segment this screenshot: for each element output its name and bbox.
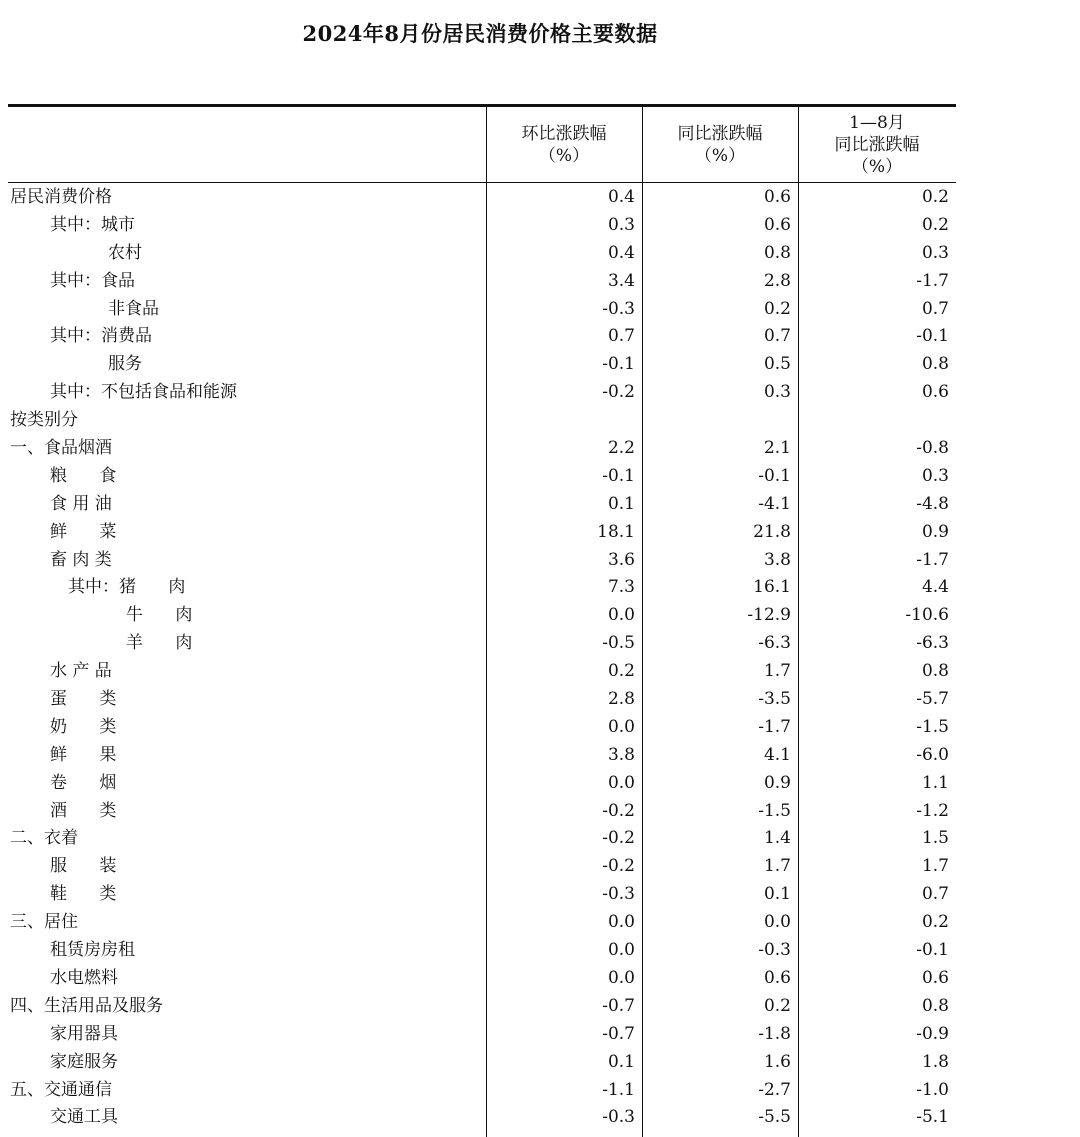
value-ytd: -5.1 — [916, 1107, 949, 1128]
value-mom: 2.2 — [607, 438, 635, 459]
value-yoy: -12.9 — [747, 605, 791, 626]
value-mom: -0.3 — [602, 1107, 635, 1128]
value-yoy: -1.7 — [758, 716, 791, 737]
value-mom: 18.1 — [597, 521, 635, 542]
row-label: 奶 类 — [50, 716, 117, 737]
value-ytd: -0.1 — [916, 326, 949, 347]
value-yoy: 0.8 — [763, 242, 791, 263]
row-label: 畜 肉 类 — [50, 549, 112, 570]
value-ytd: -6.0 — [916, 744, 949, 765]
value-yoy: -2.7 — [758, 1079, 791, 1100]
value-yoy: 0.9 — [763, 772, 791, 793]
table-row — [8, 519, 956, 547]
value-yoy: 3.8 — [763, 549, 791, 570]
row-label: 其中：食品 — [50, 270, 135, 291]
value-ytd: 4.4 — [921, 577, 949, 598]
value-yoy: 0.7 — [763, 326, 791, 347]
value-yoy: -6.3 — [758, 633, 791, 654]
row-label: 鞋 类 — [50, 884, 117, 905]
row-label: 三、居住 — [10, 912, 78, 933]
value-yoy: -1.5 — [758, 800, 791, 821]
value-yoy: 0.6 — [763, 214, 791, 235]
value-mom: 0.4 — [607, 187, 635, 207]
value-mom: 0.1 — [607, 1051, 635, 1072]
table-row — [8, 1077, 956, 1105]
value-mom: 3.6 — [607, 549, 635, 570]
row-label: 卷 烟 — [50, 772, 117, 793]
value-ytd: -1.2 — [916, 800, 949, 821]
value-mom: 0.4 — [607, 242, 635, 263]
value-ytd: 1.7 — [921, 856, 949, 877]
value-mom: -0.2 — [602, 800, 635, 821]
header-ytd-line3: （%） — [851, 156, 903, 177]
table-row — [8, 240, 956, 268]
table-row — [8, 1104, 956, 1132]
value-ytd: 1.8 — [921, 1051, 949, 1072]
value-yoy: 0.1 — [763, 884, 791, 905]
value-yoy: 0.6 — [763, 967, 791, 988]
row-label: 其中：城市 — [50, 214, 135, 235]
value-ytd: 0.8 — [921, 354, 949, 375]
value-ytd: -1.7 — [916, 270, 949, 291]
value-ytd: -1.5 — [916, 716, 949, 737]
value-mom: -0.5 — [602, 633, 635, 654]
table-row — [8, 993, 956, 1021]
value-mom: 0.3 — [607, 214, 635, 235]
value-mom: -1.1 — [602, 1079, 635, 1100]
value-ytd: -1.7 — [916, 549, 949, 570]
table-header — [8, 107, 956, 182]
row-label: 酒 类 — [50, 800, 117, 821]
value-mom: -0.2 — [602, 382, 635, 403]
table-row — [8, 853, 956, 881]
value-mom: 7.3 — [607, 577, 635, 598]
value-mom: 0.0 — [607, 940, 635, 961]
row-label: 按类别分 — [10, 410, 78, 431]
table-row — [8, 547, 956, 575]
value-mom: 3.8 — [607, 744, 635, 765]
value-ytd: 0.8 — [921, 661, 949, 682]
value-mom: -0.2 — [602, 828, 635, 849]
value-mom: -0.3 — [602, 298, 635, 319]
table-row — [8, 825, 956, 853]
row-label: 服 装 — [50, 856, 117, 877]
table-row — [8, 407, 956, 435]
value-ytd: -10.6 — [905, 605, 949, 626]
value-ytd: 0.2 — [921, 912, 949, 933]
row-label: 家庭服务 — [50, 1051, 118, 1072]
value-yoy: 1.6 — [763, 1051, 791, 1072]
row-label: 交通工具 — [50, 1107, 118, 1128]
value-ytd: 0.6 — [921, 967, 949, 988]
table-row — [8, 909, 956, 937]
table-row — [8, 965, 956, 993]
value-ytd: -6.3 — [916, 633, 949, 654]
row-label: 非食品 — [108, 298, 159, 319]
row-label: 二、衣着 — [10, 828, 78, 849]
table-row — [8, 798, 956, 826]
value-mom: -0.2 — [602, 856, 635, 877]
value-yoy: 2.1 — [763, 438, 791, 459]
header-ytd-line1: 1—8月 — [849, 112, 905, 133]
row-label: 其中：不包括食品和能源 — [50, 382, 237, 403]
header-ytd-line2: 同比涨跌幅 — [834, 134, 920, 155]
value-ytd: -5.7 — [916, 689, 949, 710]
header-rule — [8, 182, 956, 183]
value-yoy: 1.7 — [763, 661, 791, 682]
value-yoy: 4.1 — [763, 744, 791, 765]
value-mom: -0.7 — [602, 995, 635, 1016]
table-row — [8, 574, 956, 602]
table-row — [8, 630, 956, 658]
value-mom: -0.1 — [602, 354, 635, 375]
header-mom-line2: （%） — [538, 145, 590, 166]
value-ytd: 0.9 — [921, 521, 949, 542]
value-yoy: 1.7 — [763, 856, 791, 877]
row-label: 羊 肉 — [126, 633, 193, 654]
row-label: 五、交通通信 — [10, 1079, 112, 1100]
table-row — [8, 770, 956, 798]
value-yoy: 1.4 — [763, 828, 791, 849]
value-yoy: -3.5 — [758, 689, 791, 710]
value-yoy: -0.1 — [758, 465, 791, 486]
value-ytd: 0.2 — [921, 187, 949, 207]
table-row — [8, 937, 956, 965]
value-ytd: 0.3 — [921, 465, 949, 486]
value-yoy: 2.8 — [763, 270, 791, 291]
table-row — [8, 714, 956, 742]
table-row — [8, 1049, 956, 1077]
row-label: 鲜 果 — [50, 744, 117, 765]
row-label: 食 用 油 — [50, 493, 112, 514]
table-row — [8, 268, 956, 296]
value-ytd: -0.1 — [916, 940, 949, 961]
header-ytd — [798, 107, 956, 182]
table-row — [8, 184, 956, 212]
value-ytd: 1.5 — [921, 828, 949, 849]
table-row — [8, 323, 956, 351]
value-mom: 2.8 — [607, 689, 635, 710]
value-yoy: -5.5 — [758, 1107, 791, 1128]
table-row — [8, 602, 956, 630]
value-ytd: -0.9 — [916, 1023, 949, 1044]
row-label: 鲜 菜 — [50, 521, 117, 542]
row-label: 四、生活用品及服务 — [10, 995, 163, 1016]
row-label: 水 产 品 — [50, 661, 112, 682]
value-mom: -0.3 — [602, 884, 635, 905]
row-label: 其中：消费品 — [50, 326, 152, 347]
table-row — [8, 351, 956, 379]
value-ytd: 0.7 — [921, 884, 949, 905]
value-yoy: 21.8 — [753, 521, 791, 542]
row-label: 牛 肉 — [126, 605, 193, 626]
value-mom: 0.2 — [607, 661, 635, 682]
row-label: 租赁房房租 — [50, 940, 135, 961]
value-ytd: 0.2 — [921, 214, 949, 235]
value-mom: -0.7 — [602, 1023, 635, 1044]
value-yoy: -1.8 — [758, 1023, 791, 1044]
table-row — [8, 686, 956, 714]
row-label: 蛋 类 — [50, 689, 117, 710]
row-label: 居民消费价格 — [10, 187, 112, 207]
value-mom: 0.0 — [607, 716, 635, 737]
value-mom: 0.0 — [607, 912, 635, 933]
header-yoy — [642, 107, 798, 182]
value-ytd: -0.8 — [916, 438, 949, 459]
value-yoy: 16.1 — [753, 577, 791, 598]
value-mom: 0.0 — [607, 772, 635, 793]
value-yoy: 0.2 — [763, 995, 791, 1016]
table-row — [8, 463, 956, 491]
row-label: 家用器具 — [50, 1023, 118, 1044]
table-row — [8, 296, 956, 324]
value-ytd: 0.3 — [921, 242, 949, 263]
table-row — [8, 658, 956, 686]
value-mom: 0.7 — [607, 326, 635, 347]
page-title: 2024年8月份居民消费价格主要数据 — [302, 21, 658, 46]
value-yoy: -4.1 — [758, 493, 791, 514]
header-yoy-line1: 同比涨跌幅 — [677, 123, 763, 144]
row-label: 一、食品烟酒 — [10, 438, 112, 459]
value-yoy: 0.0 — [763, 912, 791, 933]
row-label: 其中：猪 肉 — [68, 577, 186, 598]
value-mom: -0.1 — [602, 465, 635, 486]
value-ytd: 0.7 — [921, 298, 949, 319]
table-row — [8, 881, 956, 909]
header-yoy-line2: （%） — [694, 145, 746, 166]
row-label: 水电燃料 — [50, 967, 118, 988]
value-yoy: -0.3 — [758, 940, 791, 961]
value-yoy: 0.6 — [763, 187, 791, 207]
value-yoy: 0.5 — [763, 354, 791, 375]
table-row — [8, 1021, 956, 1049]
table-row — [8, 379, 956, 407]
table-body — [8, 184, 956, 1132]
value-ytd: 0.6 — [921, 382, 949, 403]
value-mom: 3.4 — [607, 270, 635, 291]
value-ytd: -4.8 — [916, 493, 949, 514]
row-label: 农村 — [108, 242, 142, 263]
row-label: 服务 — [108, 354, 142, 375]
value-ytd: -1.0 — [916, 1079, 949, 1100]
table-row — [8, 491, 956, 519]
table-row — [8, 435, 956, 463]
value-mom: 0.0 — [607, 605, 635, 626]
value-mom: 0.1 — [607, 493, 635, 514]
value-ytd: 1.1 — [921, 772, 949, 793]
value-ytd: 0.8 — [921, 995, 949, 1016]
value-mom: 0.0 — [607, 967, 635, 988]
value-yoy: 0.3 — [763, 382, 791, 403]
value-yoy: 0.2 — [763, 298, 791, 319]
table-row — [8, 742, 956, 770]
row-label: 粮 食 — [50, 465, 117, 486]
table-row — [8, 212, 956, 240]
header-mom — [486, 107, 642, 182]
header-mom-line1: 环比涨跌幅 — [521, 123, 607, 144]
